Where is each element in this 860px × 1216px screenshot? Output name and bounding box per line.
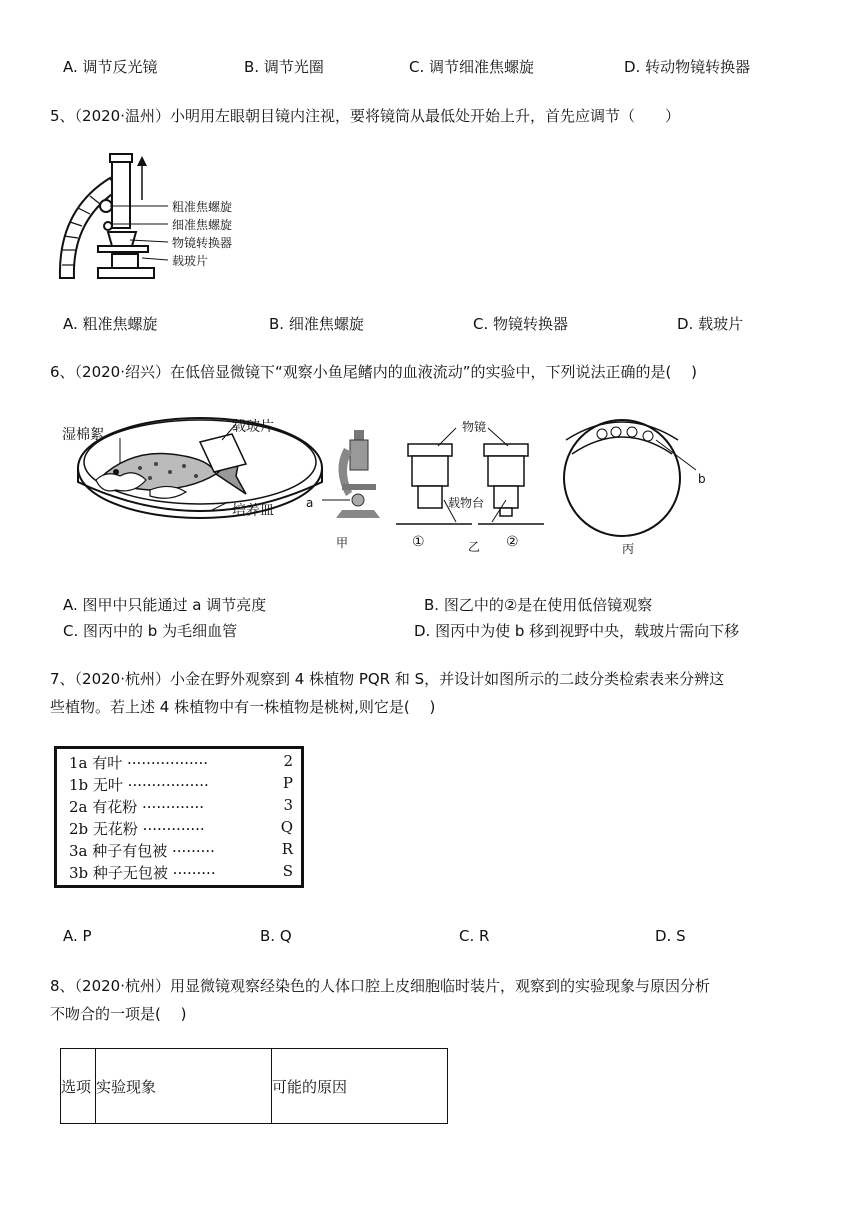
label-q6-slide: 载玻片 [232, 419, 274, 435]
q8-table [60, 1048, 448, 1124]
table-header-cause: 可能的原因 [272, 1049, 448, 1124]
q6-stem: 6、（2020·绍兴）在低倍显微镜下“观察小鱼尾鳍内的血液流动”的实验中，下列说法正确的是( ) [50, 363, 698, 381]
q5-option-a: A. 粗准焦螺旋 [63, 315, 158, 333]
table-header-option: 选项 [61, 1049, 96, 1124]
q6-option-b: B. 图乙中的②是在使用低倍镜观察 [424, 596, 653, 614]
key-row: 3a 种子有包被 ········· R [69, 840, 293, 860]
q7-stem-line1: 7、（2020·杭州）小金在野外观察到 4 株植物 PQR 和 S，并设计如图所示的二歧分类检索表来分辨这 [50, 670, 725, 688]
label-yi: 乙 [468, 540, 481, 554]
dichotomous-key [54, 746, 304, 888]
q7-option-c: C. R [459, 927, 490, 945]
q5-option-c: C. 物镜转换器 [473, 315, 569, 333]
label-objective: 物镜 [462, 420, 487, 434]
q7-option-b: B. Q [260, 927, 292, 945]
table-header-phenomenon: 实验现象 [96, 1049, 272, 1124]
q8-stem-line1: 8、（2020·杭州）用显微镜观察经染色的人体口腔上皮细胞临时装片，观察到的实验现象与原因分析 [50, 977, 710, 995]
q6-option-c: C. 图丙中的 b 为毛细血管 [63, 622, 238, 640]
q7-stem-line2: 些植物。若上述 4 株植物中有一株植物是桃树,则它是( ) [50, 698, 436, 716]
q5-option-b: B. 细准焦螺旋 [269, 315, 364, 333]
q6-option-a: A. 图甲中只能通过 a 调节亮度 [63, 596, 267, 614]
label-petri-dish: 培养皿 [232, 503, 274, 519]
q6-option-d: D. 图丙中为使 b 移到视野中央，载玻片需向下移 [414, 622, 740, 640]
label-wet-cotton: 湿棉絮 [62, 427, 104, 443]
key-row: 1a 有叶 ················· 2 [69, 752, 293, 772]
q4-option-b: B. 调节光圈 [244, 58, 324, 76]
q5-stem: 5、（2020·温州）小明用左眼朝目镜内注视，要将镜筒从最低处开始上升，首先应调节（ ） [50, 107, 680, 125]
q6-figures [60, 410, 800, 560]
key-row: 2a 有花粉 ············· 3 [69, 796, 293, 816]
key-row: 3b 种子无包被 ········· S [69, 862, 293, 882]
q4-option-a: A. 调节反光镜 [63, 58, 158, 76]
label-bing: 丙 [622, 542, 635, 556]
label-nosepiece: 物镜转换器 [172, 236, 233, 250]
q7-option-d: D. S [655, 927, 686, 945]
label-fine-focus: 细准焦螺旋 [172, 218, 233, 232]
q5-option-d: D. 载玻片 [677, 315, 744, 333]
q4-option-c: C. 调节细准焦螺旋 [409, 58, 535, 76]
key-row: 1b 无叶 ················· P [69, 774, 293, 794]
label-slide: 载玻片 [172, 254, 209, 268]
q7-option-a: A. P [63, 927, 92, 945]
label-stage: 载物台 [448, 496, 485, 510]
label-a: a [306, 496, 314, 510]
label-two: ② [506, 534, 519, 550]
q4-option-d: D. 转动物镜转换器 [624, 58, 751, 76]
table-row [61, 1049, 448, 1124]
q8-stem-line2: 不吻合的一项是( ) [50, 1005, 187, 1023]
key-row: 2b 无花粉 ············· Q [69, 818, 293, 838]
label-one: ① [412, 534, 425, 550]
label-jia: 甲 [336, 536, 349, 550]
label-b: b [698, 472, 706, 486]
label-coarse-focus: 粗准焦螺旋 [172, 200, 233, 214]
